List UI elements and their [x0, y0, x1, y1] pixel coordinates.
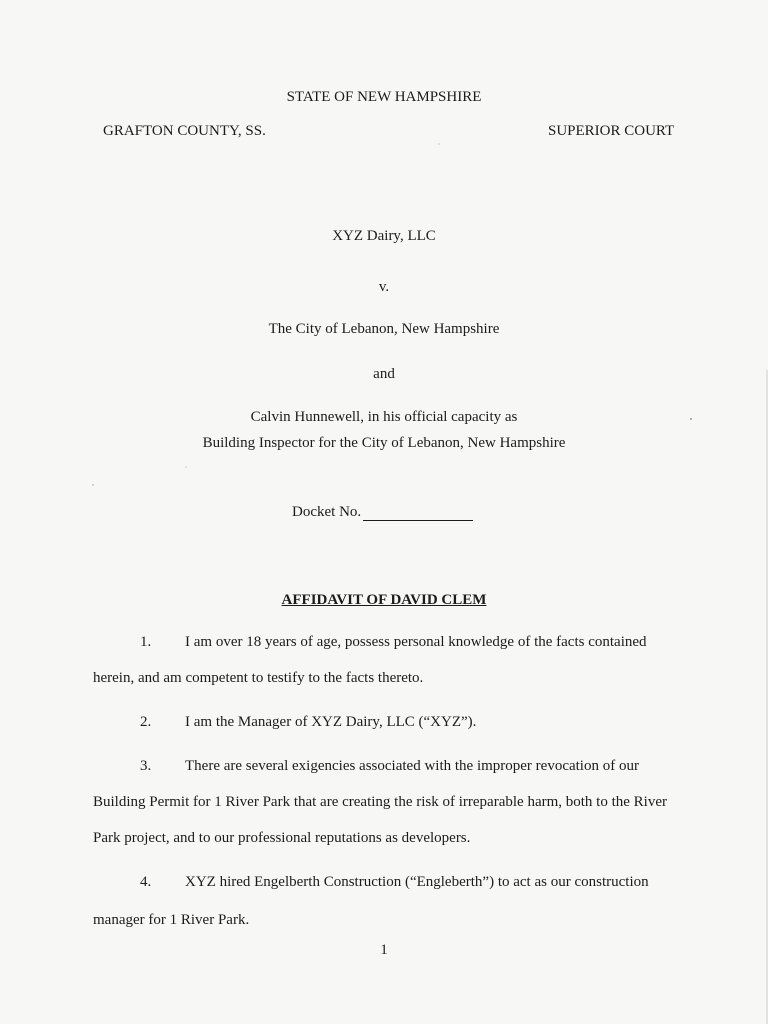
- document-title: AFFIDAVIT OF DAVID CLEM: [281, 592, 487, 608]
- page-number: 1: [380, 942, 388, 958]
- paragraph-number: 1.: [140, 634, 152, 650]
- paragraph-number: 2.: [140, 714, 152, 730]
- defendant-inspector-line-2: Building Inspector for the City of Lebanon, New Hampshire: [202, 435, 566, 451]
- plaintiff-name: XYZ Dairy, LLC: [332, 228, 436, 244]
- paragraph-line: Park project, and to our professional reputations as developers.: [93, 830, 471, 846]
- paragraph-line: I am the Manager of XYZ Dairy, LLC (“XYZ”).: [185, 714, 477, 730]
- paragraph-line: manager for 1 River Park.: [93, 912, 250, 928]
- paragraph-line: I am over 18 years of age, possess personal knowledge of the facts contained: [185, 634, 647, 650]
- scan-speck: [92, 484, 94, 486]
- paragraph-line: XYZ hired Engelberth Construction (“Engleberth”) to act as our construction: [185, 874, 649, 890]
- court-label: SUPERIOR COURT: [548, 123, 675, 139]
- paragraph-number: 3.: [140, 758, 152, 774]
- conjunction-and: and: [373, 366, 395, 382]
- state-heading: STATE OF NEW HAMPSHIRE: [286, 89, 482, 105]
- defendant-city: The City of Lebanon, New Hampshire: [268, 321, 500, 337]
- paragraph-line: There are several exigencies associated with the improper revocation of our: [185, 758, 639, 774]
- paragraph-number: 4.: [140, 874, 152, 890]
- scan-speck: [690, 418, 692, 420]
- scan-speck: [185, 466, 187, 468]
- docket-label: Docket No.: [292, 504, 362, 520]
- county-label: GRAFTON COUNTY, SS.: [103, 123, 266, 139]
- defendant-inspector-line-1: Calvin Hunnewell, in his official capacity as: [250, 409, 518, 425]
- docket-number-field: [292, 503, 473, 521]
- scan-speck: [438, 143, 440, 145]
- versus-label: v.: [378, 279, 390, 295]
- docket-blank-line: [363, 506, 473, 521]
- paragraph-line: herein, and am competent to testify to the facts thereto.: [93, 670, 424, 686]
- paragraph-line: Building Permit for 1 River Park that are creating the risk of irreparable harm, both to the River: [93, 794, 667, 810]
